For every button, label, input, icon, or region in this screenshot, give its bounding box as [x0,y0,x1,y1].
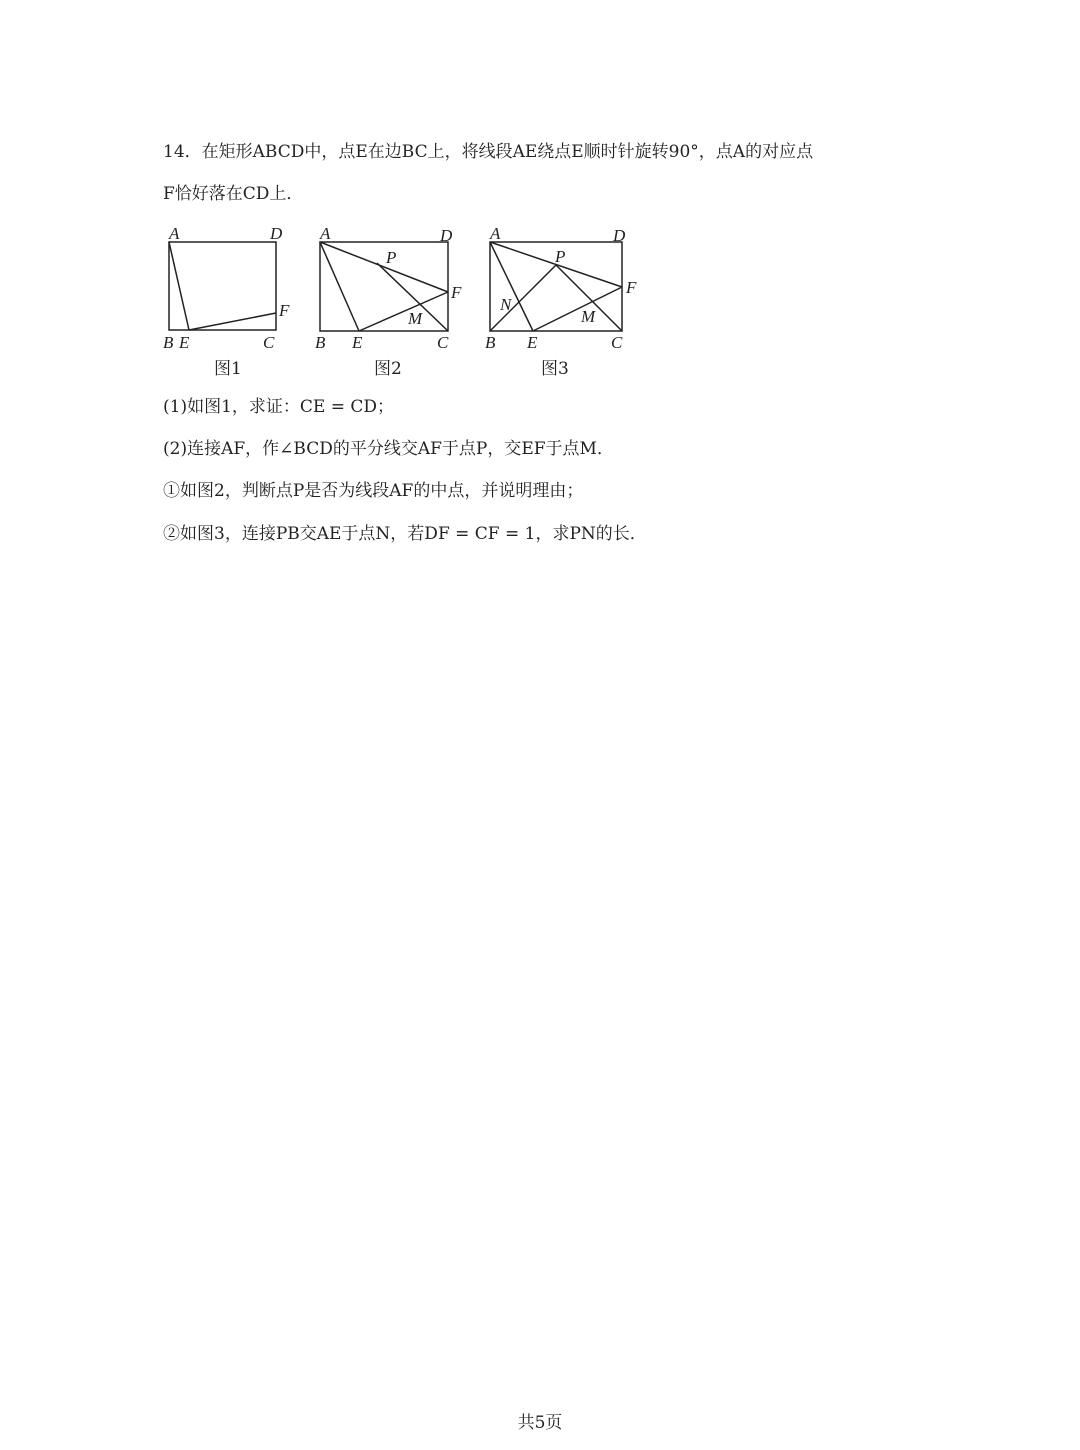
label-d: D [440,226,453,245]
segment-ae [490,242,533,331]
label-c: C [437,333,449,352]
segment-ef [189,313,276,330]
label-f: F [451,283,462,302]
figure-1 [160,222,295,356]
label-e: E [352,333,363,352]
figure-1-caption: 图1 [214,359,242,379]
label-a: A [320,224,331,243]
segment-ae [169,242,189,330]
question-2-part-1: ①如图2，判断点P是否为线段AF的中点，并说明理由； [163,481,584,501]
label-p: P [386,248,397,267]
label-c: C [611,333,623,352]
label-m: M [581,307,596,326]
label-b: B [485,333,496,352]
question-2: (2)连接AF，作∠BCD的平分线交AF于点P，交EF于点M． [163,439,614,459]
label-e: E [527,333,538,352]
page-footer: 共5页 [517,1413,563,1433]
label-n: N [500,295,512,314]
question-2-part-2: ②如图3，连接PB交AE于点N，若DF = CF = 1，求PN的长． [163,524,647,544]
label-p: P [555,247,566,266]
question-1: (1)如图1，求证：CE = CD； [163,397,395,417]
label-e: E [179,333,190,352]
label-b: B [163,333,174,352]
figure-1-diagram [160,222,295,352]
problem-line-2: F恰好落在CD上． [163,184,304,204]
label-f: F [626,278,637,297]
figure-2-diagram [312,222,472,352]
label-c: C [263,333,275,352]
figure-3 [482,222,647,356]
figure-2 [312,222,472,356]
label-f: F [279,301,290,320]
segment-ef [359,292,448,331]
label-d: D [270,224,283,243]
problem-line-1: 14．在矩形ABCD中，点E在边BC上，将线段AE绕点E顺时针旋转90°，点A的对应点 [163,142,814,162]
label-d: D [613,226,626,245]
segment-ef [533,287,622,331]
figure-2-caption: 图2 [374,359,402,379]
label-a: A [490,224,501,243]
label-m: M [408,309,423,328]
label-a: A [169,224,180,243]
figure-3-caption: 图3 [541,359,569,379]
figure-3-diagram [482,222,647,352]
label-b: B [315,333,326,352]
